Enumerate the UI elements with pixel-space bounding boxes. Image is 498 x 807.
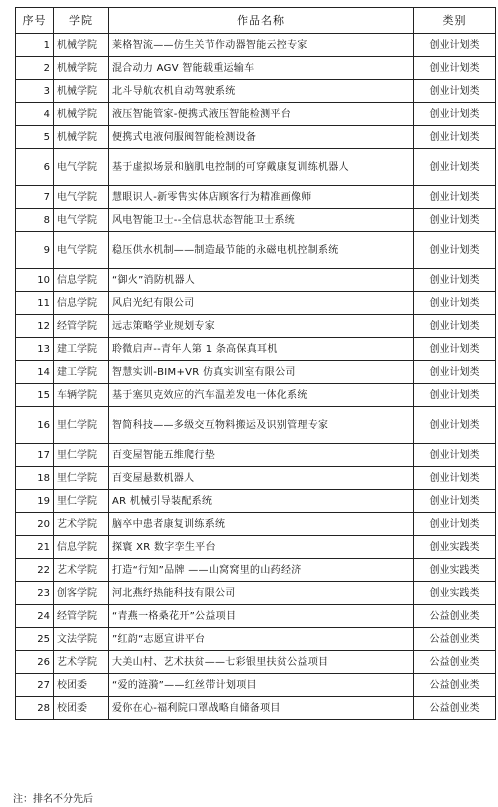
table-row bbox=[16, 57, 496, 80]
row-number: 13 bbox=[16, 338, 54, 361]
category-cell: 创业计划类 bbox=[414, 361, 496, 384]
table-row bbox=[16, 209, 496, 232]
project-name-cell: 大美山村、艺术扶贫——七彩银里扶贫公益项目 bbox=[109, 651, 414, 674]
table-row bbox=[16, 292, 496, 315]
category-cell: 创业计划类 bbox=[414, 384, 496, 407]
row-number: 11 bbox=[16, 292, 54, 315]
table-row bbox=[16, 232, 496, 269]
college-cell: 艺术学院 bbox=[54, 559, 109, 582]
college-cell: 创客学院 bbox=[54, 582, 109, 605]
table-row bbox=[16, 628, 496, 651]
college-cell: 经管学院 bbox=[54, 605, 109, 628]
table-row bbox=[16, 315, 496, 338]
category-cell: 创业计划类 bbox=[414, 407, 496, 444]
college-cell: 信息学院 bbox=[54, 536, 109, 559]
row-number: 4 bbox=[16, 103, 54, 126]
project-name-cell: 智慧实训-BIM+VR 仿真实训室有限公司 bbox=[109, 361, 414, 384]
college-cell: 车辆学院 bbox=[54, 384, 109, 407]
college-cell: 机械学院 bbox=[54, 80, 109, 103]
table-row bbox=[16, 651, 496, 674]
table-row bbox=[16, 536, 496, 559]
category-cell: 创业实践类 bbox=[414, 536, 496, 559]
row-number: 28 bbox=[16, 697, 54, 720]
row-number: 18 bbox=[16, 467, 54, 490]
row-number: 20 bbox=[16, 513, 54, 536]
category-cell: 创业计划类 bbox=[414, 34, 496, 57]
row-number: 12 bbox=[16, 315, 54, 338]
row-number: 7 bbox=[16, 186, 54, 209]
college-cell: 电气学院 bbox=[54, 186, 109, 209]
category-cell: 创业计划类 bbox=[414, 57, 496, 80]
table-row bbox=[16, 103, 496, 126]
project-table bbox=[15, 7, 496, 720]
college-cell: 建工学院 bbox=[54, 361, 109, 384]
header-project-name: 作品名称 bbox=[109, 8, 414, 34]
row-number: 9 bbox=[16, 232, 54, 269]
category-cell: 创业计划类 bbox=[414, 269, 496, 292]
college-cell: 信息学院 bbox=[54, 292, 109, 315]
row-number: 24 bbox=[16, 605, 54, 628]
project-name-cell: “御火”消防机器人 bbox=[109, 269, 414, 292]
project-name-cell: 基于虚拟场景和脑肌电控制的可穿戴康复训练机器人 bbox=[109, 149, 414, 186]
category-cell: 创业计划类 bbox=[414, 490, 496, 513]
project-name-cell: 稳压供水机制——制造最节能的永磁电机控制系统 bbox=[109, 232, 414, 269]
table-row bbox=[16, 149, 496, 186]
project-name-cell: 风启光纪有限公司 bbox=[109, 292, 414, 315]
category-cell: 创业计划类 bbox=[414, 80, 496, 103]
category-cell: 创业计划类 bbox=[414, 103, 496, 126]
category-cell: 创业计划类 bbox=[414, 186, 496, 209]
category-cell: 公益创业类 bbox=[414, 651, 496, 674]
project-name-cell: 爱你在心-福利院口罩战略自储备项目 bbox=[109, 697, 414, 720]
college-cell: 机械学院 bbox=[54, 34, 109, 57]
row-number: 14 bbox=[16, 361, 54, 384]
category-cell: 创业计划类 bbox=[414, 315, 496, 338]
college-cell: 信息学院 bbox=[54, 269, 109, 292]
college-cell: 经管学院 bbox=[54, 315, 109, 338]
project-name-cell: 便携式电液伺服阀智能检测设备 bbox=[109, 126, 414, 149]
project-name-cell: 北斗导航农机自动驾驶系统 bbox=[109, 80, 414, 103]
project-name-cell: “爱的涟漪”——红丝带计划项目 bbox=[109, 674, 414, 697]
project-name-cell: 脑卒中患者康复训练系统 bbox=[109, 513, 414, 536]
table-row bbox=[16, 269, 496, 292]
category-cell: 创业实践类 bbox=[414, 559, 496, 582]
category-cell: 创业计划类 bbox=[414, 513, 496, 536]
project-name-cell: 慧眼识人-新零售实体店顾客行为精准画像师 bbox=[109, 186, 414, 209]
college-cell: 里仁学院 bbox=[54, 444, 109, 467]
header-college: 学院 bbox=[54, 8, 109, 34]
table-row bbox=[16, 338, 496, 361]
row-number: 10 bbox=[16, 269, 54, 292]
college-cell: 里仁学院 bbox=[54, 490, 109, 513]
row-number: 8 bbox=[16, 209, 54, 232]
table-row bbox=[16, 697, 496, 720]
table-row bbox=[16, 490, 496, 513]
project-name-cell: 风电智能卫士--全信息状态智能卫士系统 bbox=[109, 209, 414, 232]
category-cell: 公益创业类 bbox=[414, 628, 496, 651]
table-row bbox=[16, 674, 496, 697]
table-row bbox=[16, 126, 496, 149]
row-number: 26 bbox=[16, 651, 54, 674]
project-name-cell: 基于塞贝克效应的汽车温差发电一体化系统 bbox=[109, 384, 414, 407]
college-cell: 里仁学院 bbox=[54, 467, 109, 490]
table-row bbox=[16, 605, 496, 628]
table-row bbox=[16, 582, 496, 605]
project-name-cell: ”红韵“志愿宣讲平台 bbox=[109, 628, 414, 651]
row-number: 27 bbox=[16, 674, 54, 697]
college-cell: 艺术学院 bbox=[54, 513, 109, 536]
category-cell: 创业计划类 bbox=[414, 149, 496, 186]
college-cell: 艺术学院 bbox=[54, 651, 109, 674]
project-name-cell: 打造“行知”品牌 ——山窝窝里的山药经济 bbox=[109, 559, 414, 582]
row-number: 6 bbox=[16, 149, 54, 186]
college-cell: 电气学院 bbox=[54, 232, 109, 269]
project-name-cell: 百变屋悬数机器人 bbox=[109, 467, 414, 490]
row-number: 5 bbox=[16, 126, 54, 149]
row-number: 17 bbox=[16, 444, 54, 467]
college-cell: 校团委 bbox=[54, 674, 109, 697]
category-cell: 创业计划类 bbox=[414, 338, 496, 361]
project-name-cell: AR 机械引导装配系统 bbox=[109, 490, 414, 513]
college-cell: 电气学院 bbox=[54, 149, 109, 186]
project-name-cell: 百变屋智能五维爬行垫 bbox=[109, 444, 414, 467]
row-number: 1 bbox=[16, 34, 54, 57]
category-cell: 创业计划类 bbox=[414, 292, 496, 315]
row-number: 22 bbox=[16, 559, 54, 582]
row-number: 25 bbox=[16, 628, 54, 651]
college-cell: 建工学院 bbox=[54, 338, 109, 361]
category-cell: 创业实践类 bbox=[414, 582, 496, 605]
project-name-cell: 远志策略学业规划专家 bbox=[109, 315, 414, 338]
project-name-cell: 探寰 XR 数字孪生平台 bbox=[109, 536, 414, 559]
table-row bbox=[16, 361, 496, 384]
table-row bbox=[16, 444, 496, 467]
header-category: 类别 bbox=[414, 8, 496, 34]
category-cell: 公益创业类 bbox=[414, 605, 496, 628]
table-row bbox=[16, 407, 496, 444]
category-cell: 创业计划类 bbox=[414, 209, 496, 232]
project-name-cell: 莱格智流——仿生关节作动器智能云控专家 bbox=[109, 34, 414, 57]
category-cell: 创业计划类 bbox=[414, 444, 496, 467]
table-row bbox=[16, 559, 496, 582]
category-cell: 公益创业类 bbox=[414, 674, 496, 697]
header-no: 序号 bbox=[16, 8, 54, 34]
table-row bbox=[16, 80, 496, 103]
project-name-cell: 聆微启声--青年人第 1 条高保真耳机 bbox=[109, 338, 414, 361]
row-number: 2 bbox=[16, 57, 54, 80]
college-cell: 机械学院 bbox=[54, 57, 109, 80]
college-cell: 电气学院 bbox=[54, 209, 109, 232]
category-cell: 公益创业类 bbox=[414, 697, 496, 720]
project-name-cell: 液压智能管家-便携式液压智能检测平台 bbox=[109, 103, 414, 126]
table-row bbox=[16, 513, 496, 536]
row-number: 21 bbox=[16, 536, 54, 559]
category-cell: 创业计划类 bbox=[414, 467, 496, 490]
category-cell: 创业计划类 bbox=[414, 126, 496, 149]
college-cell: 校团委 bbox=[54, 697, 109, 720]
table-header bbox=[16, 8, 496, 34]
table-body bbox=[16, 34, 496, 720]
project-name-cell: “青燕一格桑花开”公益项目 bbox=[109, 605, 414, 628]
project-name-cell: 河北燕纾热能科技有限公司 bbox=[109, 582, 414, 605]
table-row bbox=[16, 467, 496, 490]
project-name-cell: 混合动力 AGV 智能载重运输车 bbox=[109, 57, 414, 80]
college-cell: 文法学院 bbox=[54, 628, 109, 651]
row-number: 15 bbox=[16, 384, 54, 407]
row-number: 3 bbox=[16, 80, 54, 103]
college-cell: 机械学院 bbox=[54, 126, 109, 149]
college-cell: 里仁学院 bbox=[54, 407, 109, 444]
footnote: 注：排名不分先后 bbox=[13, 794, 93, 805]
table-row bbox=[16, 34, 496, 57]
row-number: 16 bbox=[16, 407, 54, 444]
table-row bbox=[16, 384, 496, 407]
row-number: 19 bbox=[16, 490, 54, 513]
college-cell: 机械学院 bbox=[54, 103, 109, 126]
project-name-cell: 智简科技——多级交互物料搬运及识别管理专家 bbox=[109, 407, 414, 444]
table-row bbox=[16, 186, 496, 209]
row-number: 23 bbox=[16, 582, 54, 605]
category-cell: 创业计划类 bbox=[414, 232, 496, 269]
